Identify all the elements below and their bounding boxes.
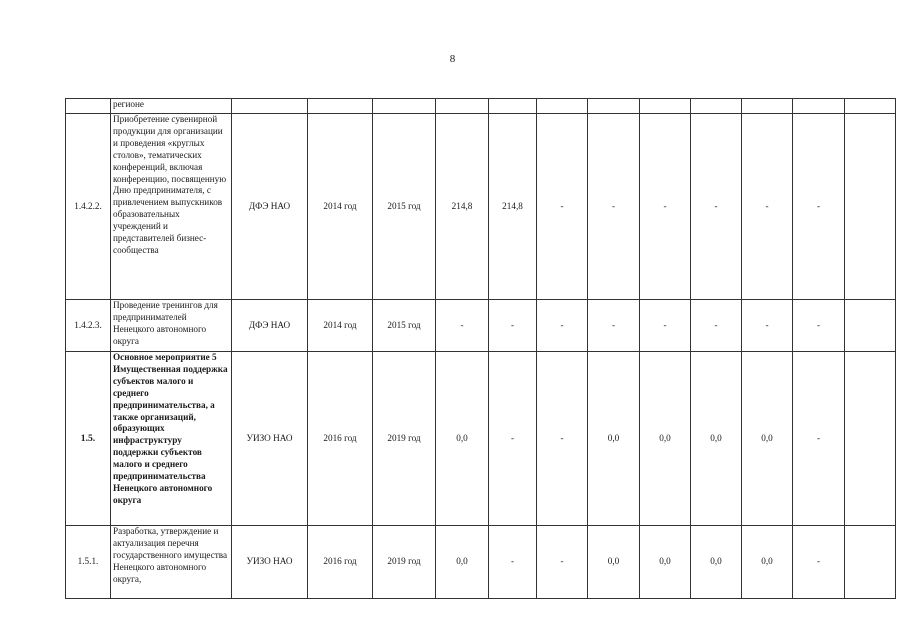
value-cell: - (793, 114, 845, 300)
table-row (66, 114, 896, 300)
value-cell: 0,0 (640, 526, 691, 599)
value-cell: 0,0 (588, 526, 640, 599)
value-cell: - (691, 300, 742, 352)
value-cell: 0,0 (691, 352, 742, 526)
value-cell (845, 114, 896, 300)
value-cell (845, 99, 896, 114)
end-year: 2015 год (373, 300, 436, 352)
value-cell: - (588, 300, 640, 352)
value-cell: - (489, 526, 537, 599)
value-cell: - (436, 300, 489, 352)
value-cell: - (537, 526, 588, 599)
row-number: 1.5. (66, 352, 111, 526)
value-cell: - (793, 300, 845, 352)
row-number: 1.5.1. (66, 526, 111, 599)
start-year: 2016 год (308, 352, 373, 526)
table-row (66, 526, 896, 599)
measure-name: регионе (111, 99, 232, 114)
value-cell: - (537, 114, 588, 300)
table-row (66, 300, 896, 352)
row-number: 1.4.2.3. (66, 300, 111, 352)
value-cell (640, 99, 691, 114)
executor: ДФЭ НАО (232, 300, 308, 352)
value-cell (845, 352, 896, 526)
value-cell: 0,0 (436, 526, 489, 599)
measure-name: Разработка, утверждение и актуализация перечня государственного имущества Ненецкого автономного округа, (111, 526, 232, 599)
value-cell: - (588, 114, 640, 300)
measure-name: Основное мероприятие 5 Имущественная поддержка субъектов малого и среднего предпринимательства, а также организаций, образующих инфраструктуру поддержки субъектов малого и среднего предпринимательства Ненецкого автономного округа (111, 352, 232, 526)
end-year (373, 99, 436, 114)
start-year: 2014 год (308, 300, 373, 352)
value-cell: 0,0 (436, 352, 489, 526)
executor: УИЗО НАО (232, 352, 308, 526)
value-cell: 0,0 (742, 352, 793, 526)
value-cell: - (793, 352, 845, 526)
value-cell: 0,0 (588, 352, 640, 526)
value-cell: 0,0 (640, 352, 691, 526)
end-year: 2015 год (373, 114, 436, 300)
value-cell (436, 99, 489, 114)
row-number: 1.4.2.2. (66, 114, 111, 300)
start-year: 2014 год (308, 114, 373, 300)
row-number (66, 99, 111, 114)
value-cell: - (537, 300, 588, 352)
value-cell (588, 99, 640, 114)
program-table (65, 98, 896, 599)
value-cell: - (742, 300, 793, 352)
value-cell (845, 300, 896, 352)
measure-name: Приобретение сувенирной продукции для организации и проведения «круглых столов», тематических конференций, включая конференцию, посвященную Дню предпринимателя, с привлечением выпускников образовательных учреждений и представителей бизнес-сообщества (111, 114, 232, 300)
value-cell: - (640, 114, 691, 300)
value-cell: - (691, 114, 742, 300)
end-year: 2019 год (373, 526, 436, 599)
value-cell: 214,8 (436, 114, 489, 300)
measure-name: Проведение тренингов для предпринимателей Ненецкого автономного округа (111, 300, 232, 352)
value-cell: - (640, 300, 691, 352)
start-year (308, 99, 373, 114)
page-number: 8 (449, 53, 456, 65)
value-cell: - (489, 352, 537, 526)
value-cell (793, 99, 845, 114)
end-year: 2019 год (373, 352, 436, 526)
value-cell: - (537, 352, 588, 526)
table-row (66, 352, 896, 526)
value-cell: - (489, 300, 537, 352)
value-cell (742, 99, 793, 114)
value-cell (537, 99, 588, 114)
value-cell: - (742, 114, 793, 300)
value-cell: 0,0 (742, 526, 793, 599)
executor: ДФЭ НАО (232, 114, 308, 300)
value-cell (489, 99, 537, 114)
start-year: 2016 год (308, 526, 373, 599)
executor (232, 99, 308, 114)
table-row (66, 99, 896, 114)
value-cell (845, 526, 896, 599)
value-cell: - (793, 526, 845, 599)
value-cell: 0,0 (691, 526, 742, 599)
value-cell (691, 99, 742, 114)
value-cell: 214,8 (489, 114, 537, 300)
executor: УИЗО НАО (232, 526, 308, 599)
